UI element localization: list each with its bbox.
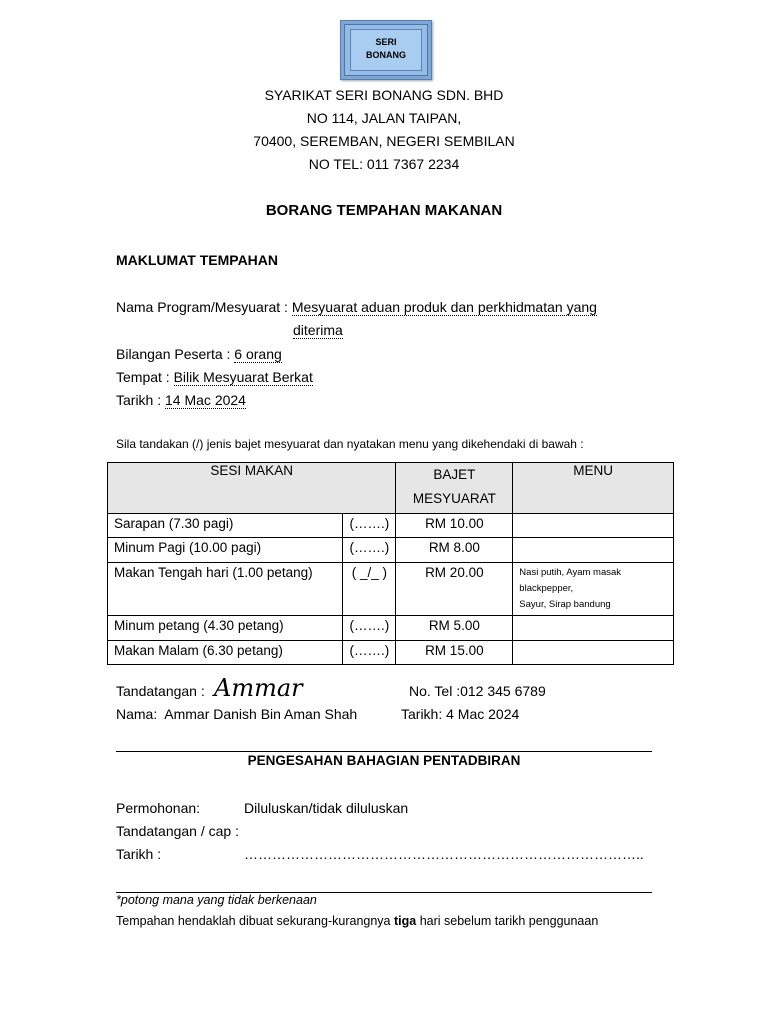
signature-image: Ammar [214,674,303,702]
row-mark[interactable]: ( _/_ ) [343,563,396,616]
admin-date-dots[interactable]: ………………………………………………………………………….. [244,846,644,862]
header-budget-2: MESYUARAT [412,491,496,506]
footnote-notice-before: Tempahan hendaklah dibuat sekurang-kurangnya [116,914,394,928]
header-budget [396,463,513,514]
row-price: RM 8.00 [396,538,513,563]
company-logo [340,20,432,80]
admin-applicant-label: Permohonan: [116,800,201,816]
row-menu-2: blackpepper, [519,583,574,594]
meal-table [107,462,674,665]
table-row [108,538,674,563]
divider-top [116,751,652,752]
signature-label: Tandatangan : [116,683,205,699]
row-price: RM 15.00 [396,641,513,665]
row-menu[interactable] [513,563,674,616]
row-mark[interactable]: (…….) [343,616,396,641]
participants-value: 6 orang [234,346,282,362]
participants-field [116,345,282,363]
admin-sign-label: Tandatangan / cap : [116,823,239,839]
row-price: RM 10.00 [396,514,513,538]
program-value: Mesyuarat aduan produk dan perkhidmatan yang [291,299,597,315]
company-phone: NO TEL: 011 7367 2234 [308,156,460,172]
company-name: SYARIKAT SERI BONANG SDN. BHD [264,87,504,103]
section-title: MAKLUMAT TEMPAHAN [116,252,279,268]
instruction-text: Sila tandakan (/) jenis bajet mesyuarat dan nyatakan menu yang dikehendaki di bawah : [116,437,584,451]
footnote-note: *potong mana yang tidak berkenaan [116,893,317,907]
row-mark[interactable]: (…….) [343,641,396,665]
admin-date-label: Tarikh : [116,846,162,862]
row-session: Minum Pagi (10.00 pagi) [108,538,343,563]
date-label: Tarikh : [116,392,162,408]
place-value: Bilik Mesyuarat Berkat [173,369,313,385]
participants-label: Bilangan Peserta : [116,346,231,362]
footnote-notice-bold: tiga [393,914,417,928]
row-menu[interactable] [513,641,674,665]
program-value-cont [293,321,343,339]
footnote-notice-after: hari sebelum tarikh penggunaan [416,914,599,928]
row-price: RM 5.00 [396,616,513,641]
row-menu[interactable] [513,538,674,563]
row-session: Makan Tengah hari (1.00 petang) [108,563,343,616]
table-row [108,641,674,665]
row-price: RM 20.00 [396,563,513,616]
place-label: Tempat : [116,369,170,385]
signature-name: Nama: Ammar Danish Bin Aman Shah [116,706,358,722]
row-mark[interactable]: (…….) [343,538,396,563]
program-value-2: diterima [293,322,343,338]
logo-line-1: SERI [375,37,397,47]
date-value: 14 Mac 2024 [165,392,246,408]
program-label: Nama Program/Mesyuarat : [116,299,288,315]
row-session: Makan Malam (6.30 petang) [108,641,343,665]
header-menu: MENU [513,463,674,514]
signature-phone: No. Tel :012 345 6789 [409,683,546,699]
row-menu[interactable] [513,514,674,538]
table-row [108,563,674,616]
program-field [116,298,597,316]
admin-title: PENGESAHAN BAHAGIAN PENTADBIRAN [247,753,521,768]
form-title: BORANG TEMPAHAN MAKANAN [265,202,503,219]
row-session: Sarapan (7.30 pagi) [108,514,343,538]
table-row [108,514,674,538]
admin-applicant-value[interactable]: Diluluskan/tidak diluluskan [244,800,409,816]
table-header-row [108,463,674,514]
header-session: SESI MAKAN [108,463,396,514]
footnote-notice [116,914,598,928]
company-address-1: NO 114, JALAN TAIPAN, [306,110,462,126]
signature-date: Tarikh: 4 Mac 2024 [401,706,520,722]
header-budget-1: BAJET [433,467,476,482]
row-mark[interactable]: (…….) [343,514,396,538]
place-field [116,368,313,386]
date-field [116,391,246,409]
row-menu[interactable] [513,616,674,641]
row-session: Minum petang (4.30 petang) [108,616,343,641]
table-row [108,616,674,641]
company-address-2: 70400, SEREMBAN, NEGERI SEMBILAN [253,133,515,149]
row-menu-1: Nasi putih, Ayam masak [519,567,622,578]
logo-line-2: BONANG [366,50,406,60]
row-menu-3: Sayur, Sirap bandung [519,599,611,610]
